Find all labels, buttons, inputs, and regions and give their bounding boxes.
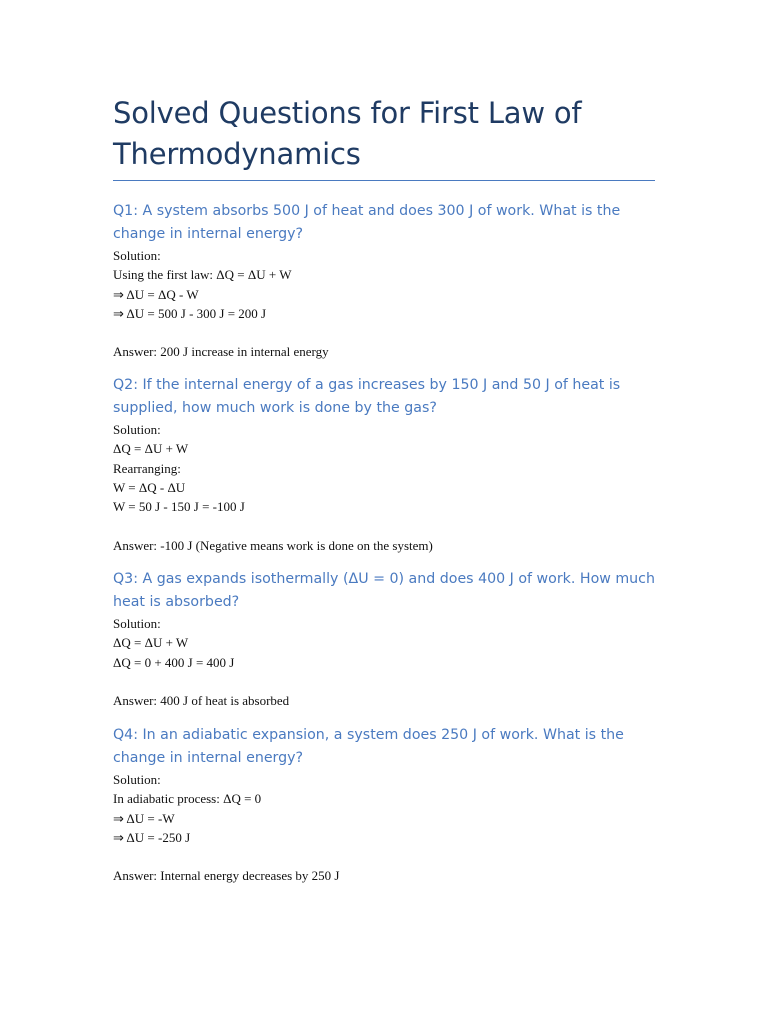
solution-line: ΔQ = ΔU + W bbox=[113, 635, 189, 651]
question-heading: Q3: A gas expands isothermally (ΔU = 0) and does 400 J of work. How much heat is absorbed? bbox=[113, 571, 655, 610]
solution-line: ⇒ ΔU = 500 J - 300 J = 200 J bbox=[113, 305, 267, 321]
answer-text: Answer: 200 J increase in internal energy bbox=[113, 344, 329, 360]
solution-line: W = 50 J - 150 J = -100 J bbox=[113, 499, 245, 515]
solution-line: W = ΔQ - ΔU bbox=[113, 479, 186, 495]
question-block-3 bbox=[113, 568, 673, 710]
solution-line: Rearranging: bbox=[113, 460, 181, 476]
solution-line: In adiabatic process: ΔQ = 0 bbox=[113, 791, 262, 807]
answer-text: Answer: 400 J of heat is absorbed bbox=[113, 693, 290, 709]
answer-text: Answer: Internal energy decreases by 250 J bbox=[113, 868, 340, 884]
solution-line: ⇒ ΔU = ΔQ - W bbox=[113, 286, 199, 302]
solution-label: Solution: bbox=[113, 248, 161, 263]
question-block-4 bbox=[113, 724, 673, 886]
answer-text: Answer: -100 J (Negative means work is done on the system) bbox=[113, 537, 433, 553]
solution-label: Solution: bbox=[113, 616, 161, 631]
question-block-2 bbox=[113, 374, 673, 555]
question-heading: Q2: If the internal energy of a gas increases by 150 J and 50 J of heat is supplied, how much work is done by the gas? bbox=[113, 377, 621, 416]
question-heading: Q4: In an adiabatic expansion, a system does 250 J of work. What is the change in internal energy? bbox=[113, 727, 624, 766]
solution-label: Solution: bbox=[113, 422, 161, 437]
title-underline bbox=[113, 180, 655, 181]
question-block-1 bbox=[113, 200, 673, 362]
solution-line: ⇒ ΔU = -250 J bbox=[113, 829, 191, 845]
solution-line: ΔQ = 0 + 400 J = 400 J bbox=[113, 654, 235, 670]
question-heading: Q1: A system absorbs 500 J of heat and does 300 J of work. What is the change in internal energy? bbox=[113, 203, 621, 242]
solution-line: ΔQ = ΔU + W bbox=[113, 441, 189, 457]
solution-label: Solution: bbox=[113, 772, 161, 787]
solution-line: Using the first law: ΔQ = ΔU + W bbox=[113, 267, 292, 283]
document-title: Solved Questions for First Law of Thermodynamics bbox=[113, 96, 582, 171]
solution-line: ⇒ ΔU = -W bbox=[113, 810, 175, 826]
